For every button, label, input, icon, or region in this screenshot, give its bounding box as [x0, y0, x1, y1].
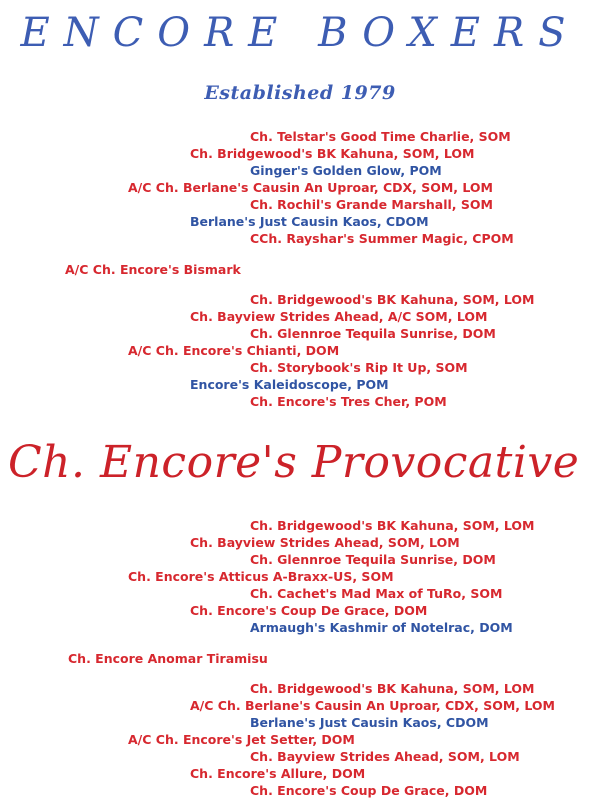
pedigree-line: Ch. Glennroe Tequila Sunrise, DOM [250, 326, 496, 341]
pedigree-line: Berlane's Just Causin Kaos, CDOM [190, 214, 429, 229]
pedigree-line: Ch. Rochil's Grande Marshall, SOM [250, 197, 493, 212]
pedigree-line: Ch. Glennroe Tequila Sunrise, DOM [250, 552, 496, 567]
pedigree-line: Ch. Bayview Strides Ahead, A/C SOM, LOM [190, 309, 488, 324]
pedigree-line: Ch. Bayview Strides Ahead, SOM, LOM [250, 749, 520, 764]
established-date: Established 1979 [204, 82, 396, 104]
pedigree-line: Ch. Encore's Allure, DOM [190, 766, 366, 781]
pedigree-line: Ch. Storybook's Rip It Up, SOM [250, 360, 468, 375]
pedigree-line: Berlane's Just Causin Kaos, CDOM [250, 715, 489, 730]
pedigree-line: Ch. Encore's Coup De Grace, DOM [250, 783, 488, 798]
pedigree-line: A/C Ch. Encore's Jet Setter, DOM [128, 732, 355, 747]
pedigree-line: Ch. Bridgewood's BK Kahuna, SOM, LOM [250, 292, 535, 307]
pedigree-line: Ch. Bridgewood's BK Kahuna, SOM, LOM [250, 518, 535, 533]
pedigree-line: Ch. Telstar's Good Time Charlie, SOM [250, 129, 511, 144]
pedigree-line: Ch. Encore's Tres Cher, POM [250, 394, 447, 409]
featured-dog-name: Ch. Encore's Provocative [8, 437, 580, 488]
pedigree-line: Ginger's Golden Glow, POM [250, 163, 442, 178]
pedigree-line: Ch. Bridgewood's BK Kahuna, SOM, LOM [250, 681, 535, 696]
pedigree-line: A/C Ch. Berlane's Causin An Uproar, CDX, SOM, LOM [128, 180, 493, 195]
pedigree-line: Armaugh's Kashmir of Notelrac, DOM [250, 620, 513, 635]
pedigree-line: CCh. Rayshar's Summer Magic, CPOM [250, 231, 514, 246]
kennel-title: ENCORE BOXERS [20, 10, 580, 56]
pedigree-line: Ch. Bridgewood's BK Kahuna, SOM, LOM [190, 146, 475, 161]
pedigree-line: Encore's Kaleidoscope, POM [190, 377, 389, 392]
dam-name: Ch. Encore Anomar Tiramisu [68, 651, 268, 666]
pedigree-line: A/C Ch. Berlane's Causin An Uproar, CDX, SOM, LOM [190, 698, 555, 713]
pedigree-line: Ch. Bayview Strides Ahead, SOM, LOM [190, 535, 460, 550]
pedigree-line: Ch. Encore's Coup De Grace, DOM [190, 603, 428, 618]
pedigree-line: Ch. Cachet's Mad Max of TuRo, SOM [250, 586, 503, 601]
sire-name: A/C Ch. Encore's Bismark [65, 262, 241, 277]
pedigree-line: A/C Ch. Encore's Chianti, DOM [128, 343, 340, 358]
pedigree-line: Ch. Encore's Atticus A-Braxx-US, SOM [128, 569, 394, 584]
